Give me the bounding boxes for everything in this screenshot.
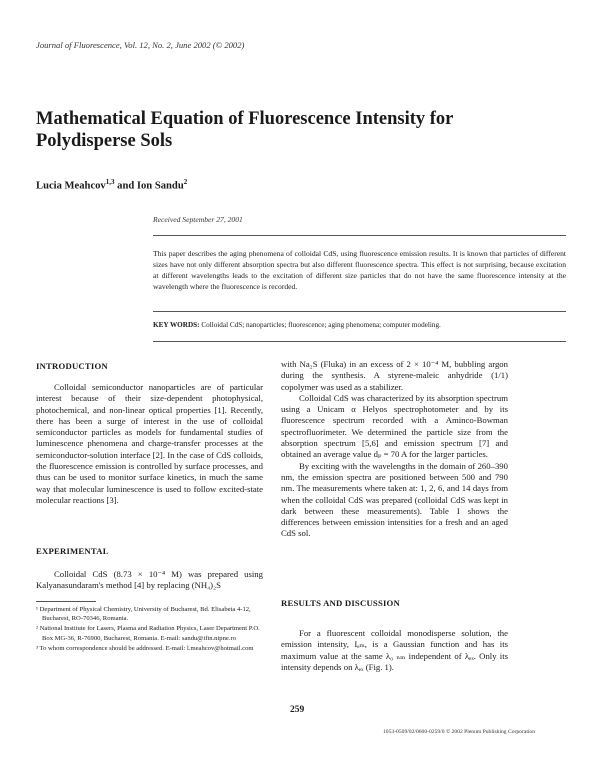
footnote-1: ¹ Department of Physical Chemistry, University of Bucharest, Bd. Elisabeta 4-12, Bucharest, RO-70346, Romania.: [36, 606, 251, 623]
results-heading: RESULTS AND DISCUSSION: [281, 598, 400, 608]
introduction-paragraph: Colloidal semiconductor nanoparticles are of particular interest because of their size-dependent photophysical, photochemical, and non-linear optical properties [1]. Recently, there has been a surge of interest in the use of colloidal semiconductor particles as models for fundamental studies of luminescence phenomena and charge-transfer processes at the semiconductor-solution interface [2]. In the case of CdS colloids, the fluorescence emission is controlled by surface processes, and thus can be used to monitor surface kinetics, in much the same way that molecular luminescence is used to follow excited-state molecular reactions [3].: [36, 382, 263, 505]
footnote-rule: [36, 601, 96, 602]
introduction-heading: INTRODUCTION: [36, 361, 108, 371]
author-1: Lucia Meahcov: [36, 180, 106, 192]
footnote-2: ² National Institute for Lasers, Plasma and Radiation Physics, Laser Department P.O. Box MG-36, R-76900, Bucharest, Romania. E-mail: sandu@ifin.nipne.ro: [36, 625, 260, 642]
footnotes: [36, 605, 263, 654]
journal-citation: Journal of Fluorescence, Vol. 12, No. 2, June 2002 (© 2002): [36, 40, 245, 50]
authors-line: [36, 178, 187, 192]
experimental-paragraph: Colloidal CdS (8.73 × 10⁻⁴ M) was prepared using Kalyanasundaram's method [4] by replacing (NH₄)₂S: [36, 569, 263, 591]
abstract-top-rule: [153, 235, 566, 236]
introduction-body: [36, 382, 263, 506]
results-paragraph: For a fluorescent colloidal monodisperse solution, the emission intensity, Iₑₘ, is a Gaussian function and has its maximum value at the same λ₀ ₙₘ independent of λₑₓ. Only its intensity depends on λₑₓ (Fig. 1).: [281, 628, 508, 672]
measurement-paragraph: By exciting with the wavelengths in the domain of 260–390 nm, the emission spectra are positioned between 500 and 790 nm. The measurements where taken at: 1, 2, 6, and 14 days from when the colloidal CdS was prepared (colloidal CdS was kept in dark between these measurements). Table I shows the differences between emission intensities for a fresh and an aged CdS sol.: [281, 460, 508, 539]
keywords-text: Colloidal CdS; nanoparticles; fluorescence; aging phenomena; computer modeling.: [201, 321, 441, 329]
keywords: [153, 321, 566, 329]
experimental-paragraph-cont: with Na₂S (Fluka) in an excess of 2 × 10⁻⁴ M, bubbling argon during the synthesis. A styrene-maleic anhydride (1/1) copolymer was used as a stabilizer.: [281, 359, 508, 392]
received-date: Received September 27, 2001: [153, 215, 243, 224]
footnote-3: ³ To whom correspondence should be addressed. E-mail: l.meahcov@hotmail.com: [36, 644, 254, 652]
author-1-affiliation: 1,3: [105, 178, 115, 186]
results-body: [281, 628, 508, 673]
author-2-affiliation: 2: [183, 178, 188, 186]
experimental-body: [36, 569, 263, 592]
experimental-continued: [281, 359, 508, 540]
keywords-rule: [153, 341, 566, 342]
author-2: Ion Sandu: [136, 180, 184, 192]
authors-conjunction: and: [117, 180, 135, 192]
abstract-bottom-rule: [153, 311, 566, 312]
copyright-line: 1053-0509/02/0600-0259/0 © 2002 Plenum Publishing Corporation: [383, 729, 536, 735]
experimental-heading: EXPERIMENTAL: [36, 546, 109, 556]
keywords-label: KEY WORDS:: [153, 321, 200, 329]
paper-title: Mathematical Equation of Fluorescence Intensity for Polydisperse Sols: [36, 109, 454, 151]
page-number: 259: [290, 705, 305, 715]
abstract: This paper describes the aging phenomena of colloidal CdS, using fluorescence emission results. It is known that particles of different sizes have not only different absorption spectra but also different fluorescence spectra. This effect is not surprising, because excitation at different wavelengths leads to the excitation of different size particles that do not have the same fluorescence intensity at the wavelength where the fluorescence is recorded.: [153, 249, 566, 291]
characterization-paragraph: Colloidal CdS was characterized by its absorption spectrum using a Unicam α Helyos spectrophotometer and by its fluorescence spectrum recorded with a Aminco-Bowman spectrofluorimeter. We determined the particle size from the absorption spectrum [5,6] and emission spectrum [7] and obtained an average value dₚ = 70 A for the larger particles.: [281, 392, 508, 460]
